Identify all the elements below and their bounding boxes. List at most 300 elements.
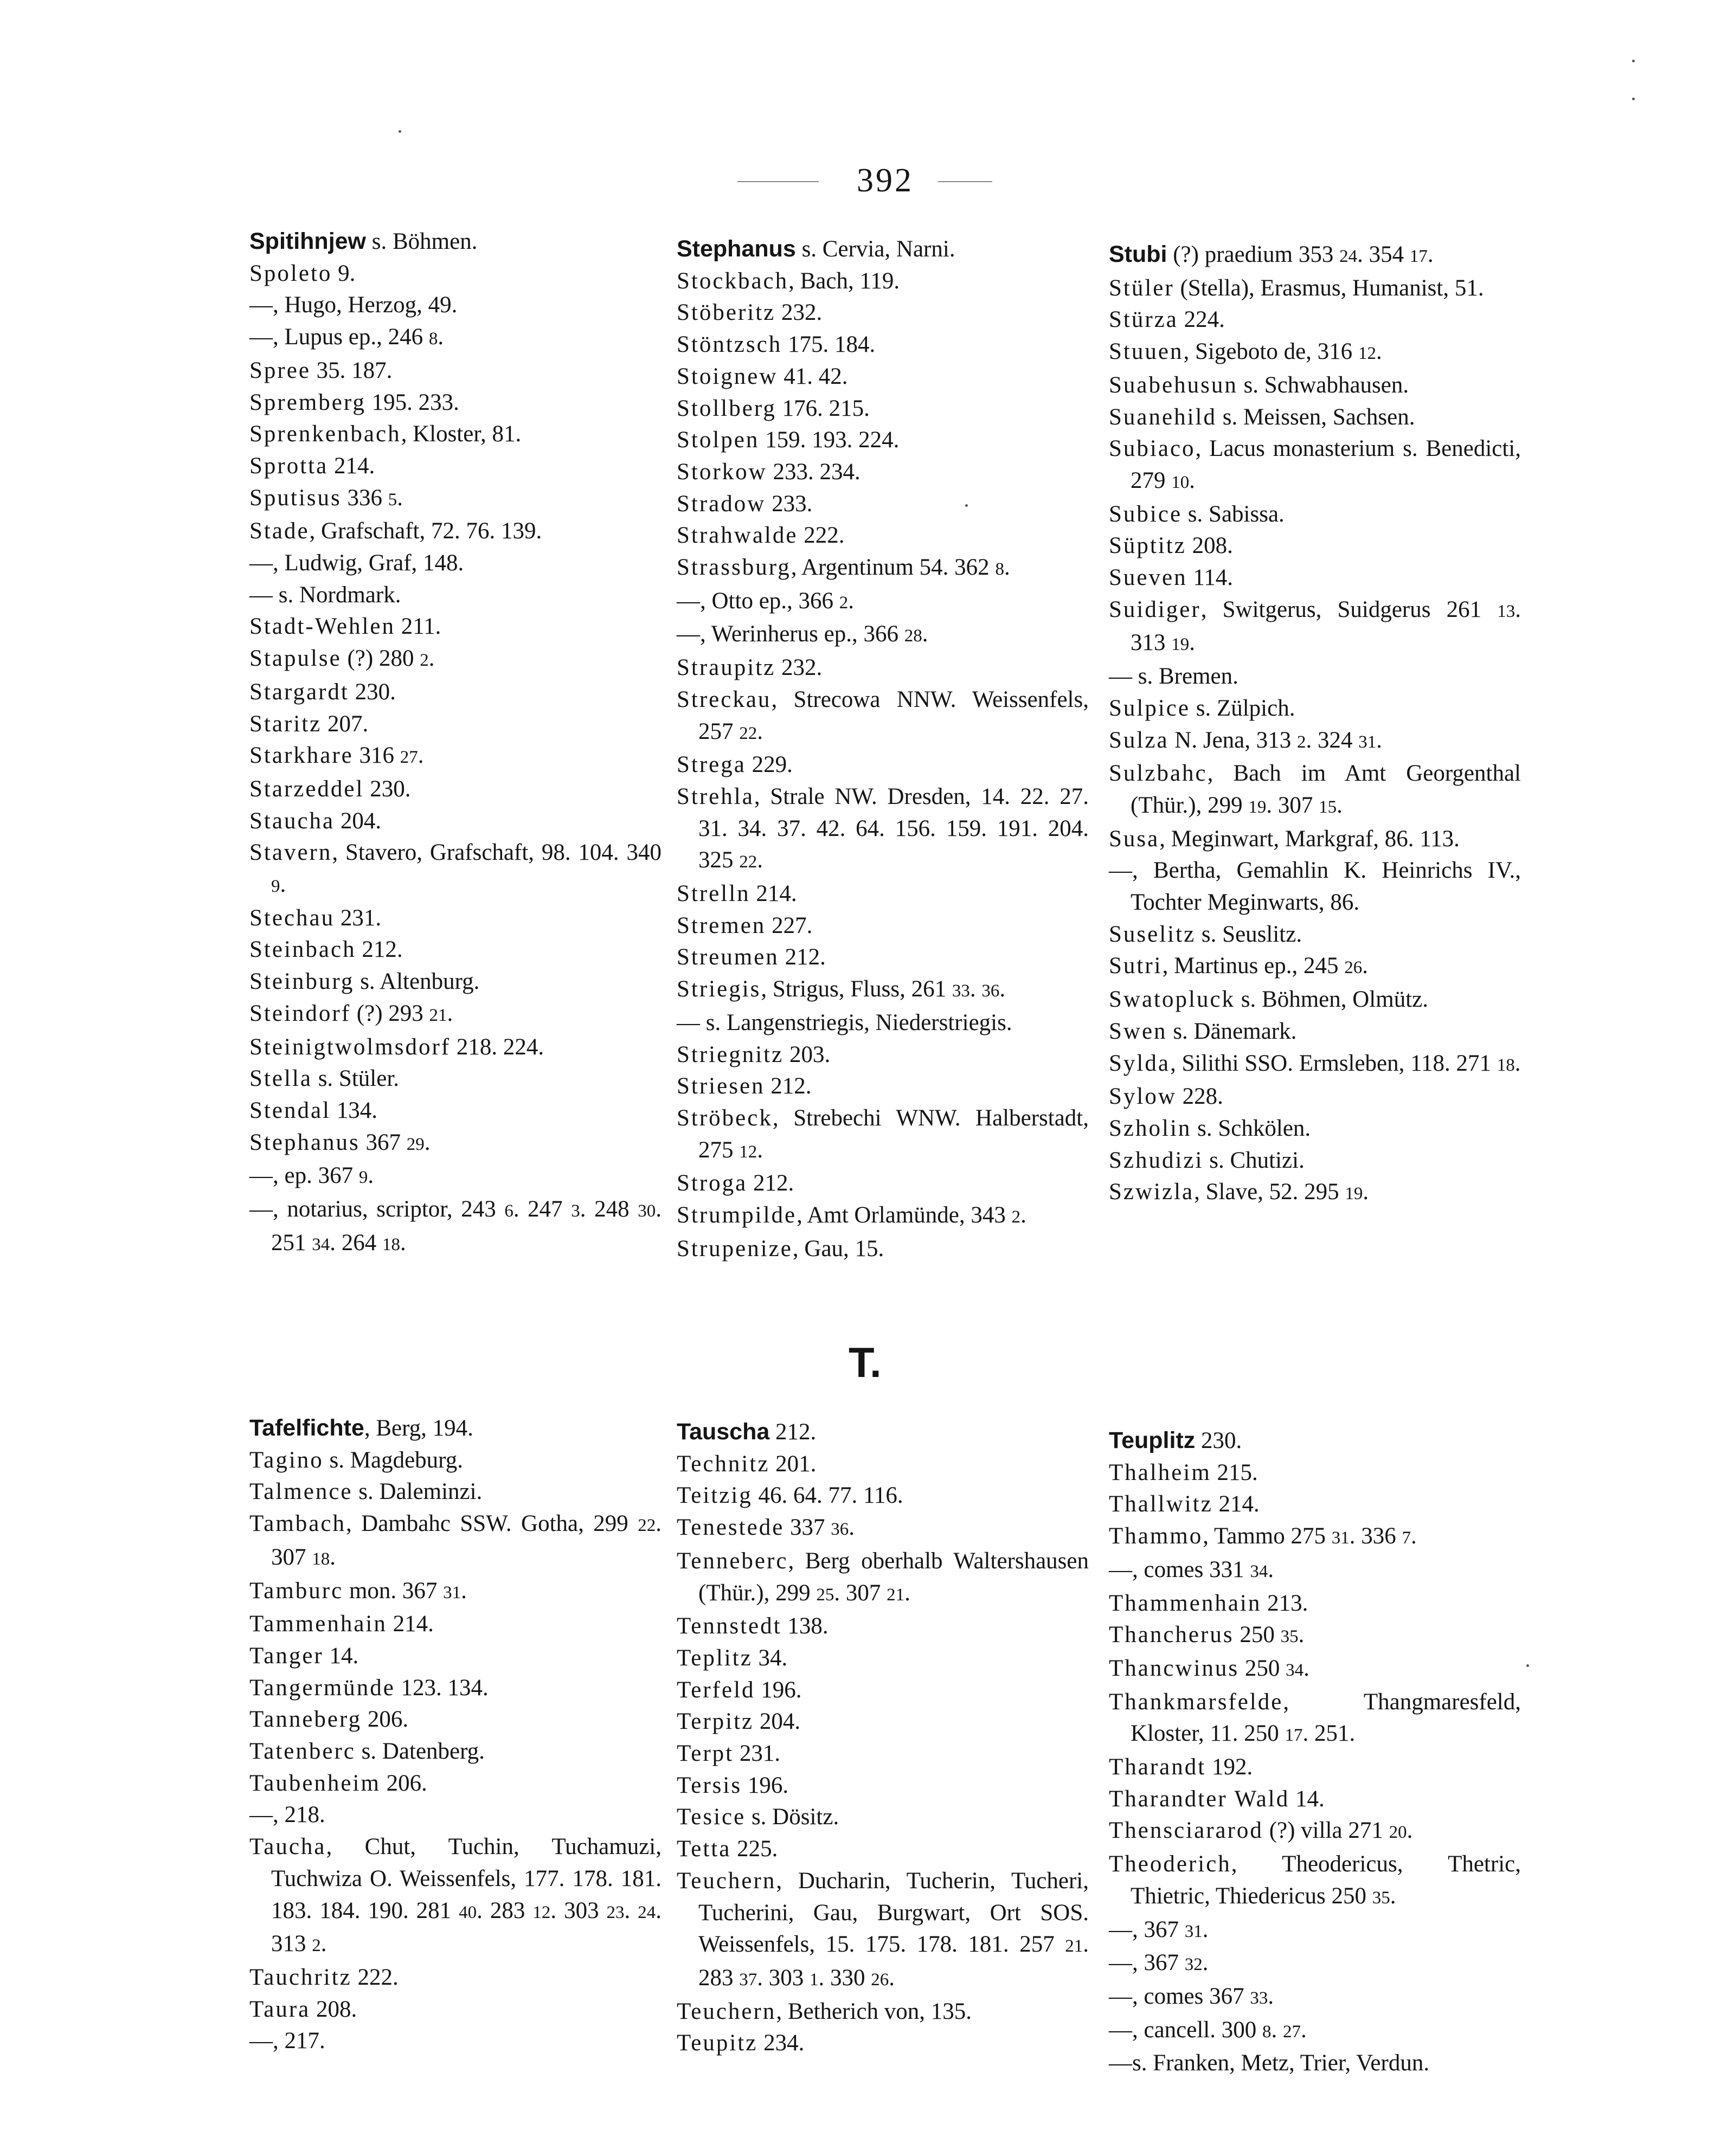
headword: Suanehild <box>1109 404 1217 430</box>
headword: Stöberitz <box>677 300 776 326</box>
headword: Taubenheim <box>249 1770 381 1796</box>
headword: Sylda <box>1109 1050 1170 1076</box>
index-entry <box>249 1994 662 2026</box>
headword: Teupitz <box>677 2030 758 2056</box>
entry-text: . <box>904 1580 910 1606</box>
headword: Swatopluck <box>1109 987 1236 1013</box>
entry-text: s. Chutizi. <box>1203 1147 1305 1173</box>
entry-text: . <box>624 1897 638 1923</box>
index-entry <box>249 2025 662 2057</box>
headword: Steinigtwolmsdorf <box>249 1034 451 1060</box>
index-entry <box>249 837 662 902</box>
headword: Tagino <box>249 1447 324 1473</box>
index-entry <box>1109 1145 1521 1177</box>
headword: Sulpice <box>1109 695 1190 721</box>
entry-text: 34. <box>752 1645 788 1671</box>
headword: Strupenize <box>677 1235 793 1262</box>
line-reference: 23 <box>606 1902 625 1922</box>
entry-text: 214. <box>387 1611 434 1637</box>
index-entry <box>249 1476 662 1508</box>
index-entry <box>1109 1457 1521 1489</box>
entry-text: . <box>461 1578 467 1604</box>
index-entry <box>249 1412 662 1445</box>
entry-text: . 313 <box>271 1897 662 1957</box>
entry-text: , Gau, 15. <box>792 1235 884 1262</box>
headword: Suabehusun <box>1109 372 1238 398</box>
entry-text: . <box>1202 1916 1209 1942</box>
headword: Talmence <box>249 1479 353 1505</box>
entry-text: , Bach, 119. <box>788 268 900 294</box>
scan-speck <box>399 130 401 133</box>
entry-text: 232. <box>775 655 823 681</box>
headword: Tharandter Wald <box>1109 1786 1290 1812</box>
line-reference: 19 <box>1248 797 1267 817</box>
entry-text: 212. <box>747 1170 794 1196</box>
entry-text: 231. <box>335 905 382 931</box>
entry-text: . <box>1514 1050 1521 1076</box>
index-entry <box>249 677 662 709</box>
entry-text: 138. <box>781 1613 829 1639</box>
headword: Sprotta <box>249 453 329 479</box>
entry-text: 232. <box>775 300 823 326</box>
headword: Ströbeck <box>677 1105 773 1131</box>
line-reference: 2 <box>1297 732 1306 752</box>
headword: Tauscha <box>677 1419 770 1445</box>
headword: Stöntzsch <box>677 332 782 358</box>
index-entry <box>677 520 1089 552</box>
index-entry <box>677 684 1089 749</box>
entry-text: . 354 <box>1357 242 1410 267</box>
line-reference: 37 <box>739 1970 757 1990</box>
entry-text: , Martinus ep., 245 <box>1162 953 1345 979</box>
entry-text: . <box>1376 727 1383 753</box>
index-entry <box>677 1416 1089 1449</box>
index-entry <box>677 1865 1089 1996</box>
entry-text: 9. <box>332 260 356 286</box>
index-entry <box>249 548 662 580</box>
index-entry <box>249 1640 662 1672</box>
index-entry <box>677 974 1089 1007</box>
headword: Spree <box>249 357 311 383</box>
index-entry <box>677 878 1089 910</box>
index-entry <box>1109 433 1521 498</box>
index-entry <box>249 709 662 741</box>
line-reference: 24 <box>1339 247 1358 266</box>
line-reference: 32 <box>1184 1955 1203 1975</box>
index-entry <box>249 1032 662 1064</box>
line-reference: 34 <box>312 1234 330 1254</box>
index-entry <box>677 749 1089 781</box>
index-entry <box>1109 1914 1521 1948</box>
line-reference: 21 <box>887 1585 905 1605</box>
entry-text: —, comes 331 <box>1109 1556 1250 1582</box>
entry-text: 230. <box>349 679 396 705</box>
entry-text: . <box>922 621 928 647</box>
headword: Tenestede <box>677 1515 785 1541</box>
entry-text: 250 <box>1239 1655 1286 1681</box>
index-entry <box>1109 239 1521 273</box>
entry-text: , Bach im Amt Georgenthal (Thür.), 299 <box>1131 761 1521 818</box>
index-entry <box>677 1643 1089 1675</box>
line-reference: 21 <box>1065 1936 1083 1957</box>
entry-text: , Chut, Tuchin, Tuchamuzi, Tuchwiza O. Weissenfels, 177. 178. 181. 183. 184. 190. 281 <box>271 1834 662 1923</box>
index-entry <box>677 1546 1089 1611</box>
entry-text: 337 <box>784 1515 831 1541</box>
entry-text: 225. <box>731 1836 778 1862</box>
index-entry <box>677 1996 1089 2028</box>
entry-text: , Amt Orlamünde, 343 <box>797 1202 1012 1228</box>
entry-text: 208. <box>310 1996 357 2022</box>
index-entry <box>677 652 1089 684</box>
line-reference: 31 <box>1331 1528 1350 1548</box>
headword: Spoleto <box>249 260 332 286</box>
entry-text: — s. Nordmark. <box>249 582 401 608</box>
headword: Thancwinus <box>1109 1655 1240 1681</box>
headword: Sueven <box>1109 565 1187 591</box>
headword: Suidiger <box>1109 596 1201 622</box>
entry-text: . <box>999 976 1006 1002</box>
line-reference: 36 <box>831 1520 849 1540</box>
index-entry <box>677 1039 1089 1071</box>
index-entry <box>677 1233 1089 1265</box>
entry-text: s. Dösitz. <box>746 1804 839 1830</box>
index-entry <box>1109 758 1521 823</box>
entry-text: , Stavero, Grafschaft, 98. 104. 340 <box>332 840 662 866</box>
entry-text: (?) praedium 353 <box>1167 242 1340 267</box>
headword: Striesen <box>677 1073 765 1099</box>
index-entry <box>249 1704 662 1736</box>
entry-text: 367 <box>359 1129 407 1155</box>
index-entry <box>1109 1588 1521 1620</box>
entry-text: 207. <box>322 711 369 737</box>
entry-text: , Meginwart, Markgraf, 86. 113. <box>1159 826 1460 852</box>
index-entry <box>249 1194 662 1260</box>
headword: Thallwitz <box>1109 1491 1213 1517</box>
entry-text: 35. 187. <box>310 357 393 383</box>
scan-speck <box>1632 60 1635 62</box>
index-entry <box>249 1063 662 1095</box>
entry-text: . <box>1363 1179 1369 1205</box>
index-entry <box>677 2028 1089 2060</box>
entry-text: s. Schkölen. <box>1191 1115 1311 1141</box>
headword: Stremen <box>677 912 766 938</box>
entry-text: —, Bertha, Gemahlin K. Heinrichs IV., Tochter Meginwarts, 86. <box>1109 858 1521 916</box>
line-reference: 2 <box>420 651 429 671</box>
index-entry <box>1109 693 1521 725</box>
headword: Starzeddel <box>249 776 364 802</box>
headword: Stollberg <box>677 395 776 421</box>
headword: Susa <box>1109 826 1160 852</box>
entry-text: (?) 293 <box>351 1000 429 1026</box>
entry-text: —, 367 <box>1109 1950 1185 1976</box>
entry-text: , Silithi SSO. Ermsleben, 118. 271 <box>1170 1050 1497 1076</box>
entry-text: , Grafschaft, 72. 76. 139. <box>309 518 542 544</box>
index-entry <box>1109 304 1521 336</box>
entry-text: (?) 280 <box>341 646 420 672</box>
index-entry <box>677 1801 1089 1833</box>
headword: Thensciararod <box>1109 1818 1263 1844</box>
index-entry <box>1109 1554 1521 1588</box>
entry-text: N. Jena, 313 <box>1168 727 1298 753</box>
index-entry <box>249 806 662 838</box>
line-reference: 15 <box>1319 797 1337 817</box>
headword: Szwizla <box>1109 1179 1195 1205</box>
entry-text: . 248 <box>580 1196 638 1222</box>
entry-text: . <box>1303 1655 1309 1681</box>
index-entry <box>677 619 1089 652</box>
line-reference: 3 <box>571 1201 580 1221</box>
line-reference: 17 <box>1409 247 1428 266</box>
entry-text: 222. <box>351 1964 399 1990</box>
index-entry <box>677 1103 1089 1168</box>
entry-text: . <box>320 1931 327 1957</box>
index-entry <box>1109 1489 1521 1521</box>
headword: Staucha <box>249 808 335 834</box>
headword: Tafelfichte <box>249 1415 364 1441</box>
index-entry <box>677 1480 1089 1512</box>
line-reference: 18 <box>1497 1055 1515 1075</box>
index-entry <box>1109 594 1521 661</box>
index-entry <box>249 226 662 258</box>
headword: Sputisus <box>249 485 342 511</box>
entry-text: . <box>1301 2017 1307 2043</box>
entry-text: . <box>447 1000 453 1026</box>
line-reference: 12 <box>739 1142 757 1162</box>
headword: Sulzbahc <box>1109 761 1208 787</box>
entry-text: 215. <box>1211 1459 1258 1485</box>
headword: Stoignew <box>677 363 778 389</box>
index-entry <box>677 233 1089 266</box>
headword: Tetta <box>677 1836 731 1862</box>
entry-text: s. Böhmen, Olmütz. <box>1235 987 1428 1013</box>
headword: Straupitz <box>677 655 776 681</box>
index-entry <box>677 585 1089 619</box>
index-entry <box>249 1799 662 1831</box>
index-entry <box>677 456 1089 488</box>
entry-text: . <box>757 718 763 744</box>
entry-text: 214. <box>328 453 375 479</box>
index-entry <box>1109 725 1521 758</box>
index-entry <box>1109 530 1521 562</box>
entry-text: . 283 <box>477 1897 533 1923</box>
headword: Stavern <box>249 840 332 866</box>
index-entry <box>1109 1687 1521 1752</box>
index-entry <box>249 355 662 387</box>
entry-text: , Betherich von, 135. <box>776 1998 972 2024</box>
entry-text: —s. Franken, Metz, Trier, Verdun. <box>1109 2050 1430 2076</box>
line-reference: 24 <box>638 1902 656 1922</box>
index-entry <box>1109 823 1521 855</box>
index-entry <box>1109 1176 1521 1210</box>
entry-text: . <box>1427 242 1434 267</box>
headword: Stradow <box>677 491 766 517</box>
entry-text: s. Cervia, Narni. <box>795 236 955 262</box>
entry-text: . <box>424 1129 431 1155</box>
entry-text: 228. <box>1176 1084 1223 1110</box>
entry-text: , Slave, 52. 295 <box>1194 1179 1345 1205</box>
line-reference: 19 <box>1171 635 1190 655</box>
entry-text: 134. <box>330 1097 377 1123</box>
line-reference: 35 <box>1372 1888 1390 1908</box>
entry-text: (?) villa 271 <box>1263 1818 1389 1844</box>
headword: Tauchritz <box>249 1964 352 1990</box>
entry-text: 213. <box>1261 1590 1308 1616</box>
entry-text: 201. <box>769 1451 817 1477</box>
headword: Tatenberc <box>249 1739 356 1765</box>
headword: Subice <box>1109 501 1183 527</box>
entry-text: 316 <box>353 743 400 769</box>
entry-text: . <box>1410 1523 1417 1549</box>
entry-text: s. Zülpich. <box>1190 695 1295 721</box>
headword: Stapulse <box>249 646 342 672</box>
entry-text: 218. 224. <box>451 1034 544 1060</box>
entry-text: , Strigus, Fluss, 261 <box>761 976 952 1002</box>
entry-text: , Berg, 194. <box>364 1415 473 1441</box>
headword: Subiaco <box>1109 436 1196 462</box>
index-entry <box>249 419 662 450</box>
entry-text: 212. <box>765 1073 812 1099</box>
entry-text: —, comes 367 <box>1109 1983 1250 2009</box>
entry-text: . <box>1376 339 1382 365</box>
index-entry <box>677 781 1089 878</box>
line-reference: 26 <box>1344 958 1363 978</box>
entry-text: . 307 <box>834 1580 887 1606</box>
entry-text: s. Daleminzi. <box>352 1479 483 1505</box>
index-entry <box>249 934 662 966</box>
entry-text: , Thangmaresfeld, Kloster, 11. 250 <box>1131 1689 1521 1747</box>
entry-text: , Dambahc SSW. Gotha, 299 <box>345 1511 638 1537</box>
line-reference: 1 <box>810 1970 819 1990</box>
headword: Technitz <box>677 1451 770 1477</box>
entry-text: s. Altenburg. <box>354 969 480 995</box>
line-reference: 12 <box>532 1902 551 1922</box>
entry-text: 159. 193. 224. <box>759 427 900 453</box>
index-entry <box>249 1608 662 1640</box>
index-entry <box>249 966 662 998</box>
index-entry <box>1109 1947 1521 1981</box>
index-entry <box>677 266 1089 298</box>
headword: Sutri <box>1109 953 1163 979</box>
index-entry <box>249 1575 662 1609</box>
index-entry <box>1109 273 1521 305</box>
index-column-3 <box>1109 239 1521 1210</box>
line-reference: 18 <box>382 1234 400 1254</box>
entry-text: 231. <box>734 1741 781 1767</box>
index-column-3 <box>1109 1425 1521 2080</box>
entry-text: 233. <box>766 491 813 517</box>
entry-text: . <box>969 976 982 1002</box>
headword: Teuchern <box>677 1868 776 1894</box>
entry-text: . <box>280 872 286 898</box>
headword: Tambach <box>249 1511 346 1537</box>
entry-text: 41. 42. <box>778 363 848 389</box>
index-entry <box>677 424 1089 456</box>
entry-text: 208. <box>1186 533 1233 559</box>
index-entry <box>1109 661 1521 693</box>
index-entry <box>1109 1016 1521 1048</box>
index-entry <box>1109 1849 1521 1914</box>
headword: Strumpilde <box>677 1202 797 1228</box>
entry-text: s. Böhmen. <box>366 229 478 254</box>
headword: Suselitz <box>1109 921 1196 947</box>
entry-text: . 324 <box>1306 727 1359 753</box>
index-entry <box>677 1071 1089 1103</box>
line-reference: 31 <box>1358 732 1377 752</box>
entry-text: 206. <box>380 1770 427 1796</box>
entry-text: 114. <box>1187 565 1233 591</box>
index-entry <box>249 1768 662 1800</box>
index-entry <box>677 329 1089 361</box>
headword: Swen <box>1109 1018 1167 1044</box>
headword: Thalheim <box>1109 1459 1211 1485</box>
line-reference: 8 <box>428 329 438 349</box>
index-entry <box>249 1962 662 1994</box>
entry-text: 196. <box>755 1677 802 1703</box>
index-entry <box>1109 855 1521 918</box>
index-entry <box>249 258 662 290</box>
line-reference: 26 <box>871 1970 889 1990</box>
headword: Steinburg <box>249 969 355 995</box>
headword: Strega <box>677 752 746 778</box>
line-reference: 36 <box>981 981 1000 1001</box>
headword: Strehla <box>677 783 754 809</box>
entry-text: , Switgerus, Suidgerus 261 <box>1200 596 1498 622</box>
entry-text: . <box>400 1230 406 1256</box>
entry-text: 336 <box>341 485 388 511</box>
line-reference: 5 <box>388 490 397 510</box>
headword: Spremberg <box>249 389 366 415</box>
index-entry <box>249 774 662 806</box>
index-entry <box>1109 2048 1521 2080</box>
headword: Striegis <box>677 976 761 1002</box>
headword: Terpitz <box>677 1709 754 1735</box>
entry-text: , Kloster, 81. <box>401 421 522 447</box>
headword: Teplitz <box>677 1645 753 1671</box>
entry-text: 206. <box>362 1707 409 1733</box>
line-reference: 31 <box>1184 1921 1203 1941</box>
line-reference: 20 <box>1389 1823 1407 1843</box>
headword: Tammenhain <box>249 1611 387 1637</box>
line-reference: 2 <box>312 1936 321 1956</box>
entry-text: . 330 <box>818 1965 871 1991</box>
entry-text: , Tammo 275 <box>1203 1523 1332 1549</box>
scan-speck <box>1526 1664 1529 1667</box>
index-entry <box>1109 336 1521 370</box>
headword: Striegnitz <box>677 1041 784 1067</box>
entry-text: , Sigeboto de, 316 <box>1183 339 1358 365</box>
entry-text: 14. <box>323 1643 359 1669</box>
index-entry <box>677 361 1089 393</box>
headword: Streumen <box>677 944 779 970</box>
index-entry <box>1109 950 1521 984</box>
headword: Terpt <box>677 1741 734 1767</box>
entry-text: . <box>1271 2017 1283 2043</box>
entry-text: 123. 134. <box>395 1675 489 1701</box>
line-reference: 10 <box>1171 472 1190 492</box>
entry-text: . <box>330 1544 336 1570</box>
headword: Strassburg <box>677 555 791 581</box>
entry-text: . 307 <box>1266 792 1319 818</box>
index-entry <box>1109 1081 1521 1113</box>
entry-text: , Theodericus, Thetric, Thietric, Thiedericus 250 <box>1131 1851 1521 1909</box>
entry-text: 230. <box>1195 1428 1242 1453</box>
entry-text: . 336 <box>1349 1523 1402 1549</box>
headword: Taura <box>249 1996 311 2022</box>
index-entry <box>249 580 662 612</box>
headword: Tennstedt <box>677 1613 782 1639</box>
entry-text: . <box>1268 1556 1274 1582</box>
line-reference: 33 <box>952 981 970 1001</box>
